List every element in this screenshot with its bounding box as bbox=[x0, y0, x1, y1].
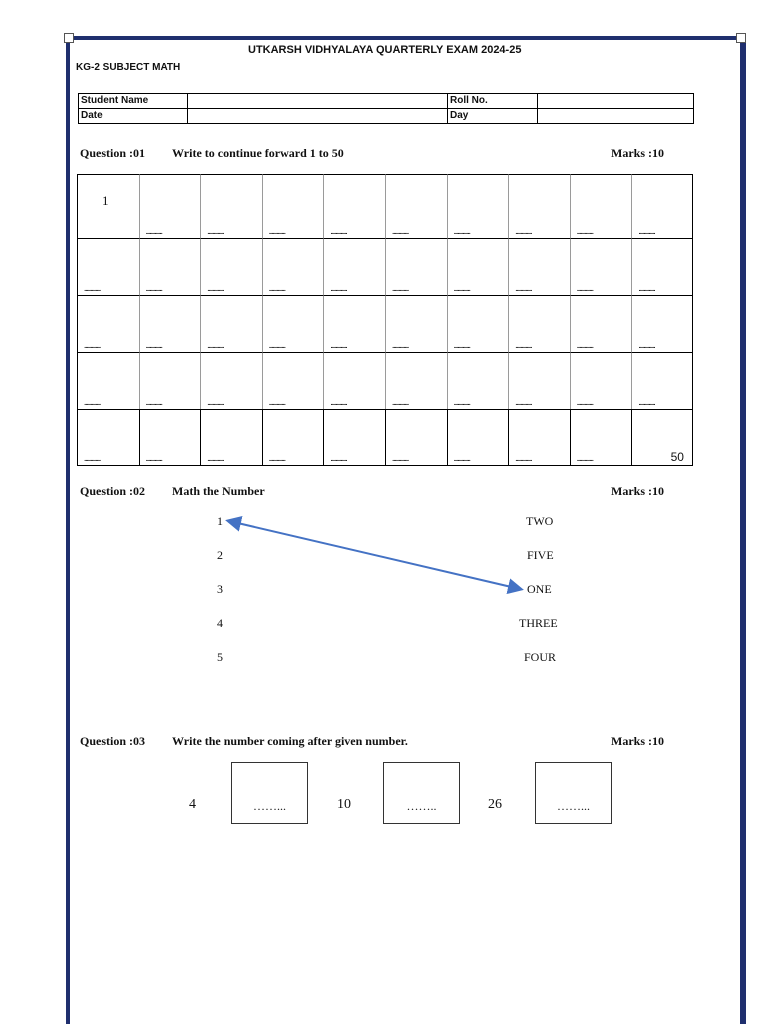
q1-label: Question :01 bbox=[80, 146, 146, 160]
day-label: Day bbox=[448, 109, 538, 124]
grid-blank: ............. bbox=[392, 283, 409, 293]
q3-marks: Marks :10 bbox=[611, 734, 664, 748]
grid-blank: ............. bbox=[330, 340, 347, 350]
grid-blank: ............. bbox=[453, 397, 470, 407]
grid-blank: ............. bbox=[453, 283, 470, 293]
grid-blank: ............. bbox=[145, 453, 162, 463]
match-number[interactable]: 2 bbox=[217, 548, 223, 562]
grid-blank: ............. bbox=[330, 453, 347, 463]
grid-blank: ............. bbox=[453, 453, 470, 463]
match-word[interactable]: FIVE bbox=[527, 548, 554, 562]
answer-blank: …….. bbox=[406, 799, 437, 813]
grid-given-number: 50 bbox=[670, 450, 684, 464]
grid-blank: ............. bbox=[638, 340, 655, 350]
grid-blank: ............. bbox=[207, 340, 224, 350]
grid-blank: ............. bbox=[145, 340, 162, 350]
given-number: 4 bbox=[189, 797, 196, 812]
q2-marks: Marks :10 bbox=[611, 484, 664, 498]
match-number[interactable]: 3 bbox=[217, 582, 223, 596]
grid-blank: ............. bbox=[84, 283, 101, 293]
answer-blank: ……... bbox=[253, 799, 286, 813]
grid-blank: ............. bbox=[515, 283, 532, 293]
grid-blank: ............. bbox=[576, 283, 594, 293]
class-subject: KG-2 SUBJECT MATH bbox=[76, 62, 181, 73]
grid-blank: ............. bbox=[207, 397, 224, 407]
answer-blank: ……... bbox=[557, 799, 590, 813]
grid-blank: ............. bbox=[207, 453, 224, 463]
match-word[interactable]: ONE bbox=[527, 582, 552, 596]
grid-blank: ............. bbox=[638, 397, 655, 407]
grid-blank: ............. bbox=[145, 226, 162, 236]
grid-blank: ............. bbox=[453, 226, 470, 236]
match-word[interactable]: FOUR bbox=[524, 650, 557, 664]
match-word[interactable]: THREE bbox=[519, 616, 558, 630]
grid-blank: ............. bbox=[576, 226, 594, 236]
grid-blank: ............. bbox=[515, 340, 532, 350]
grid-blank: ............. bbox=[268, 340, 286, 350]
grid-blank: ............. bbox=[84, 453, 101, 463]
given-number: 26 bbox=[488, 797, 502, 812]
grid-blank: ............. bbox=[330, 226, 347, 236]
grid-blank: ............. bbox=[638, 283, 655, 293]
match-word[interactable]: TWO bbox=[526, 514, 554, 528]
grid-blank: ............. bbox=[576, 340, 594, 350]
student-name-label: Student Name bbox=[79, 94, 188, 109]
grid-blank: ............. bbox=[638, 226, 655, 236]
exam-title: UTKARSH VIDHYALAYA QUARTERLY EXAM 2024-25 bbox=[248, 44, 522, 56]
grid-blank: ............. bbox=[515, 397, 532, 407]
roll-no-label: Roll No. bbox=[448, 94, 538, 109]
match-number[interactable]: 5 bbox=[217, 650, 223, 664]
q2-label: Question :02 bbox=[80, 484, 146, 498]
grid-blank: ............. bbox=[145, 397, 162, 407]
given-number: 10 bbox=[337, 797, 351, 812]
grid-blank: ............. bbox=[84, 340, 101, 350]
grid-given-number: 1 bbox=[102, 193, 109, 208]
answer-box[interactable] bbox=[383, 762, 460, 824]
grid-blank: ............. bbox=[268, 283, 286, 293]
q1-marks: Marks :10 bbox=[611, 146, 664, 160]
grid-blank: ............. bbox=[268, 226, 286, 236]
grid-blank: ............. bbox=[576, 453, 594, 463]
grid-blank: ............. bbox=[330, 397, 347, 407]
grid-blank: ............. bbox=[207, 226, 224, 236]
grid-blank: ............. bbox=[392, 226, 409, 236]
grid-blank: ............. bbox=[207, 283, 224, 293]
grid-blank: ............. bbox=[392, 397, 409, 407]
q3-instruction: Write the number coming after given number. bbox=[172, 734, 408, 748]
grid-blank: ............. bbox=[392, 453, 409, 463]
match-number[interactable]: 4 bbox=[217, 616, 223, 630]
grid-blank: ............. bbox=[330, 283, 347, 293]
grid-blank: ............. bbox=[515, 226, 532, 236]
answer-box[interactable] bbox=[535, 762, 612, 824]
grid-blank: ............. bbox=[576, 397, 594, 407]
grid-blank: ............. bbox=[453, 340, 470, 350]
grid-blank: ............. bbox=[268, 397, 286, 407]
q3-label: Question :03 bbox=[80, 734, 146, 748]
q2-instruction: Math the Number bbox=[172, 484, 265, 498]
date-label: Date bbox=[79, 109, 188, 124]
answer-box[interactable] bbox=[231, 762, 308, 824]
grid-blank: ............. bbox=[268, 453, 286, 463]
match-number[interactable]: 1 bbox=[217, 514, 223, 528]
grid-blank: ............. bbox=[392, 340, 409, 350]
grid-blank: ............. bbox=[145, 283, 162, 293]
q1-instruction: Write to continue forward 1 to 50 bbox=[172, 146, 344, 160]
grid-blank: ............. bbox=[84, 397, 101, 407]
grid-blank: ............. bbox=[515, 453, 532, 463]
